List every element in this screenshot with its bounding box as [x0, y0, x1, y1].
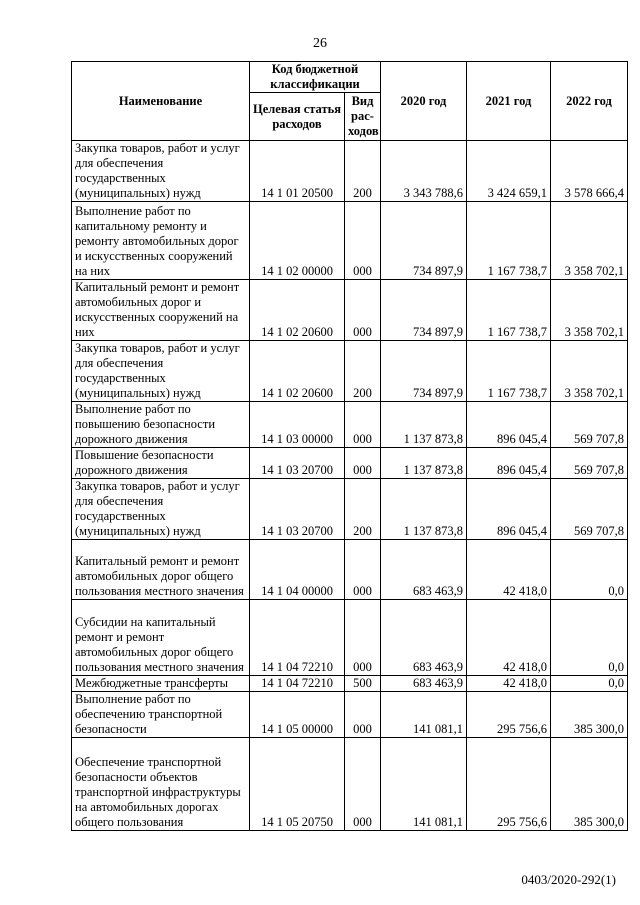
cell-y2020: 683 463,9 — [381, 540, 467, 600]
cell-type: 000 — [345, 600, 381, 676]
table-row — [72, 402, 628, 448]
cell-name: Капитальный ремонт и ремонт автомобильных дорог общего пользования местного значения — [72, 540, 250, 600]
cell-target: 14 1 02 20600 — [250, 280, 345, 341]
cell-name: Субсидии на капитальный ремонт и ремонт автомобильных дорог общего пользования местного значения — [72, 600, 250, 676]
table-row — [72, 692, 628, 738]
cell-y2020: 683 463,9 — [381, 600, 467, 676]
cell-y2021: 295 756,6 — [467, 738, 551, 831]
cell-name: Капитальный ремонт и ремонт автомобильных дорог и искусственных сооружений на них — [72, 280, 250, 341]
cell-y2020: 141 081,1 — [381, 738, 467, 831]
cell-y2020: 1 137 873,8 — [381, 448, 467, 479]
cell-type: 200 — [345, 479, 381, 540]
cell-y2020: 734 897,9 — [381, 341, 467, 402]
cell-type: 000 — [345, 202, 381, 280]
cell-type: 000 — [345, 402, 381, 448]
cell-y2021: 1 167 738,7 — [467, 341, 551, 402]
cell-name: Закупка товаров, работ и услуг для обеспечения государственных (муниципальных) нужд — [72, 141, 250, 202]
cell-type: 200 — [345, 141, 381, 202]
cell-name: Выполнение работ по капитальному ремонту и ремонту автомобильных дорог и искусственных сооружений на них — [72, 202, 250, 280]
cell-y2022: 385 300,0 — [551, 692, 628, 738]
cell-y2022: 0,0 — [551, 676, 628, 692]
cell-target: 14 1 04 72210 — [250, 600, 345, 676]
budget-table — [71, 61, 628, 831]
cell-target: 14 1 02 00000 — [250, 202, 345, 280]
cell-target: 14 1 05 20750 — [250, 738, 345, 831]
cell-name: Закупка товаров, работ и услуг для обеспечения государственных (муниципальных) нужд — [72, 341, 250, 402]
cell-target: 14 1 03 00000 — [250, 402, 345, 448]
table-row — [72, 280, 628, 341]
cell-y2020: 3 343 788,6 — [381, 141, 467, 202]
header-2020: 2020 год — [381, 62, 467, 141]
cell-target: 14 1 05 00000 — [250, 692, 345, 738]
cell-y2022: 3 358 702,1 — [551, 280, 628, 341]
table-row — [72, 738, 628, 831]
cell-y2022: 385 300,0 — [551, 738, 628, 831]
table-row — [72, 676, 628, 692]
cell-name: Выполнение работ по повышению безопасности дорожного движения — [72, 402, 250, 448]
cell-y2021: 42 418,0 — [467, 676, 551, 692]
cell-y2022: 3 578 666,4 — [551, 141, 628, 202]
cell-y2021: 896 045,4 — [467, 402, 551, 448]
cell-type: 000 — [345, 448, 381, 479]
page-number: 26 — [313, 36, 327, 51]
document-code: 0403/2020-292(1) — [521, 872, 616, 887]
cell-target: 14 1 04 00000 — [250, 540, 345, 600]
cell-y2022: 3 358 702,1 — [551, 341, 628, 402]
header-type: Вид рас-ходов — [345, 93, 381, 141]
header-kbk: Код бюджетной классификации — [250, 62, 381, 93]
cell-y2022: 3 358 702,1 — [551, 202, 628, 280]
cell-y2020: 141 081,1 — [381, 692, 467, 738]
cell-target: 14 1 01 20500 — [250, 141, 345, 202]
table-row — [72, 448, 628, 479]
cell-name: Выполнение работ по обеспечению транспортной безопасности — [72, 692, 250, 738]
table-row — [72, 202, 628, 280]
header-2021: 2021 год — [467, 62, 551, 141]
cell-y2021: 42 418,0 — [467, 600, 551, 676]
cell-y2022: 569 707,8 — [551, 479, 628, 540]
cell-y2022: 0,0 — [551, 540, 628, 600]
cell-y2020: 1 137 873,8 — [381, 479, 467, 540]
cell-type: 500 — [345, 676, 381, 692]
table-row — [72, 600, 628, 676]
cell-type: 000 — [345, 738, 381, 831]
table-row — [72, 341, 628, 402]
cell-y2021: 1 167 738,7 — [467, 280, 551, 341]
header-target: Целевая статья расходов — [250, 93, 345, 141]
cell-y2021: 1 167 738,7 — [467, 202, 551, 280]
table-row — [72, 540, 628, 600]
cell-name: Повышение безопасности дорожного движения — [72, 448, 250, 479]
cell-y2020: 734 897,9 — [381, 202, 467, 280]
table-row — [72, 141, 628, 202]
cell-y2020: 1 137 873,8 — [381, 402, 467, 448]
cell-y2020: 734 897,9 — [381, 280, 467, 341]
cell-y2022: 569 707,8 — [551, 402, 628, 448]
cell-name: Закупка товаров, работ и услуг для обеспечения государственных (муниципальных) нужд — [72, 479, 250, 540]
cell-target: 14 1 03 20700 — [250, 479, 345, 540]
header-2022: 2022 год — [551, 62, 628, 141]
header-name: Наименование — [72, 62, 250, 141]
cell-type: 200 — [345, 341, 381, 402]
cell-target: 14 1 03 20700 — [250, 448, 345, 479]
cell-type: 000 — [345, 692, 381, 738]
cell-name: Обеспечение транспортной безопасности объектов транспортной инфраструктуры на автомобильных дорогах общего пользования — [72, 738, 250, 831]
cell-y2020: 683 463,9 — [381, 676, 467, 692]
cell-y2021: 896 045,4 — [467, 448, 551, 479]
cell-y2021: 896 045,4 — [467, 479, 551, 540]
cell-y2021: 42 418,0 — [467, 540, 551, 600]
cell-y2021: 3 424 659,1 — [467, 141, 551, 202]
table-row — [72, 479, 628, 540]
cell-name: Межбюджетные трансферты — [72, 676, 250, 692]
cell-type: 000 — [345, 540, 381, 600]
cell-y2021: 295 756,6 — [467, 692, 551, 738]
cell-target: 14 1 02 20600 — [250, 341, 345, 402]
cell-target: 14 1 04 72210 — [250, 676, 345, 692]
cell-type: 000 — [345, 280, 381, 341]
cell-y2022: 0,0 — [551, 600, 628, 676]
cell-y2022: 569 707,8 — [551, 448, 628, 479]
